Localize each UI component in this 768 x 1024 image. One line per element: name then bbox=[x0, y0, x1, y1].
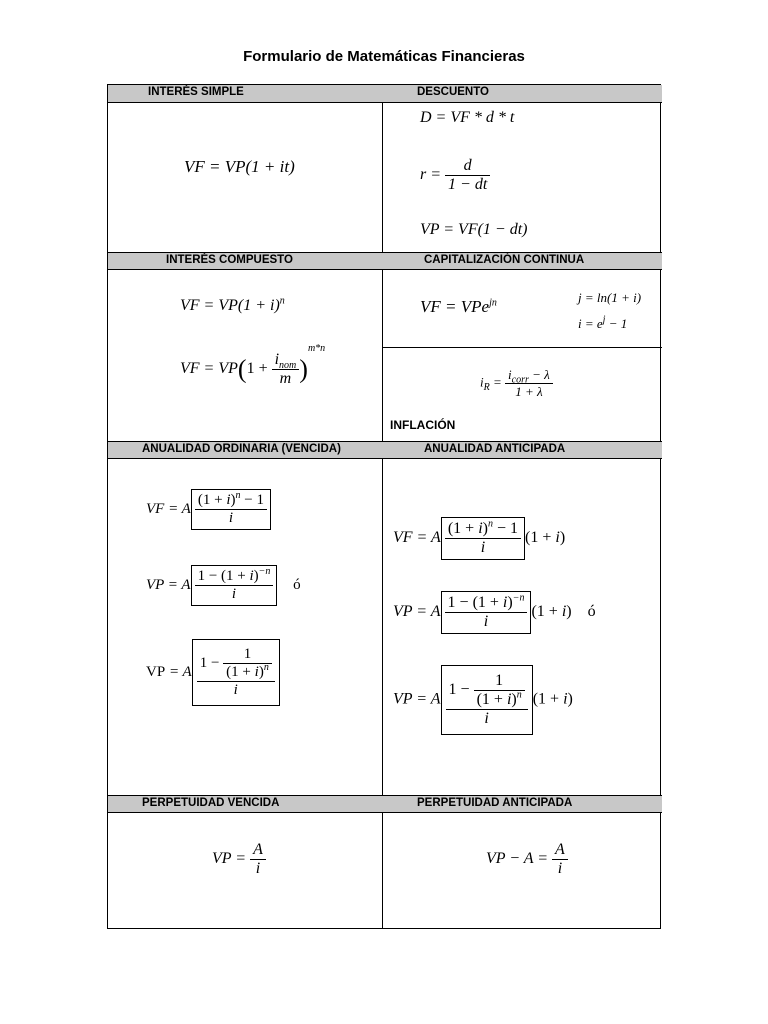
formula-interes-simple: VF = VP(1 + it) bbox=[184, 157, 295, 176]
header-anualidad-ordinaria: ANUALIDAD ORDINARIA (VENCIDA) bbox=[142, 443, 341, 455]
formula-anticipada-vp-2: VP = A 1 − $\frac{1}{(1 + i)^n}$ i (1 + i) bbox=[393, 665, 573, 735]
formula-continua-1: VF = VPe$^{jn}$ bbox=[420, 297, 497, 316]
header-perpetuidad-anticipada: PERPETUIDAD ANTICIPADA bbox=[417, 797, 573, 809]
header-descuento: DESCUENTO bbox=[417, 86, 489, 98]
formula-perpetuidad-anticipada: VP − A = $\frac{A}{i}$ bbox=[486, 841, 568, 878]
formula-descuento-2: r = $\frac{d}{1 - dt}$ bbox=[420, 157, 490, 194]
formula-ordinaria-vf: VF = A $\frac{(1 + i)^n - 1}{i}$ bbox=[146, 489, 271, 530]
formula-continua-2: j = ln(1 + i) bbox=[578, 290, 642, 305]
formula-table bbox=[107, 84, 661, 929]
formula-perpetuidad-vencida: VP = $\frac{A}{i}$ bbox=[212, 841, 266, 878]
label-inflacion: INFLACIÓN bbox=[390, 418, 456, 432]
header-row-4 bbox=[108, 795, 662, 813]
page-title: Formulario de Matemáticas Financieras bbox=[243, 48, 525, 65]
formula-inflacion: $i_R$ = $\frac{i_{corr} - \lambda}{1 + \lambda}$ bbox=[480, 367, 553, 400]
header-perpetuidad-vencida: PERPETUIDAD VENCIDA bbox=[142, 797, 280, 809]
header-row-3 bbox=[108, 441, 662, 459]
header-interes-compuesto: INTERÉS COMPUESTO bbox=[166, 254, 293, 266]
formula-descuento-3: VP = VF(1 − dt) bbox=[420, 221, 528, 238]
header-anualidad-anticipada: ANUALIDAD ANTICIPADA bbox=[424, 443, 566, 455]
formula-compuesto-1: VF = $VP(1 + i)^n$ bbox=[180, 295, 285, 314]
header-row-1 bbox=[108, 85, 662, 103]
formula-descuento-1: D = VF * d * t bbox=[420, 109, 515, 126]
formula-ordinaria-vp-2: VP = A 1 − $\frac{1}{(1 + i)^n}$ i bbox=[146, 639, 280, 706]
formula-anticipada-vp-1: VP = A $\frac{1 - (1 + i)^{-n}}{i}$ (1 + i) ó bbox=[393, 591, 596, 634]
header-row-2 bbox=[108, 252, 662, 270]
header-interes-simple: INTERÉS SIMPLE bbox=[148, 86, 244, 98]
formula-continua-3: $i = e^j - 1$ bbox=[578, 314, 628, 331]
formula-anticipada-vf: VF = A $\frac{(1 + i)^n - 1}{i}$ (1 + i) bbox=[393, 517, 565, 560]
header-capitalizacion: CAPITALIZACIÓN CONTINUA bbox=[424, 254, 585, 266]
formula-compuesto-2: VF = VP(1 + $\frac{i_{nom}}{m}$ )$^{m*n}$ bbox=[180, 343, 326, 387]
formula-ordinaria-vp-1: VP = A $\frac{1 - (1 + i)^{-n}}{i}$ ó bbox=[146, 565, 301, 606]
inflation-divider bbox=[383, 347, 662, 348]
